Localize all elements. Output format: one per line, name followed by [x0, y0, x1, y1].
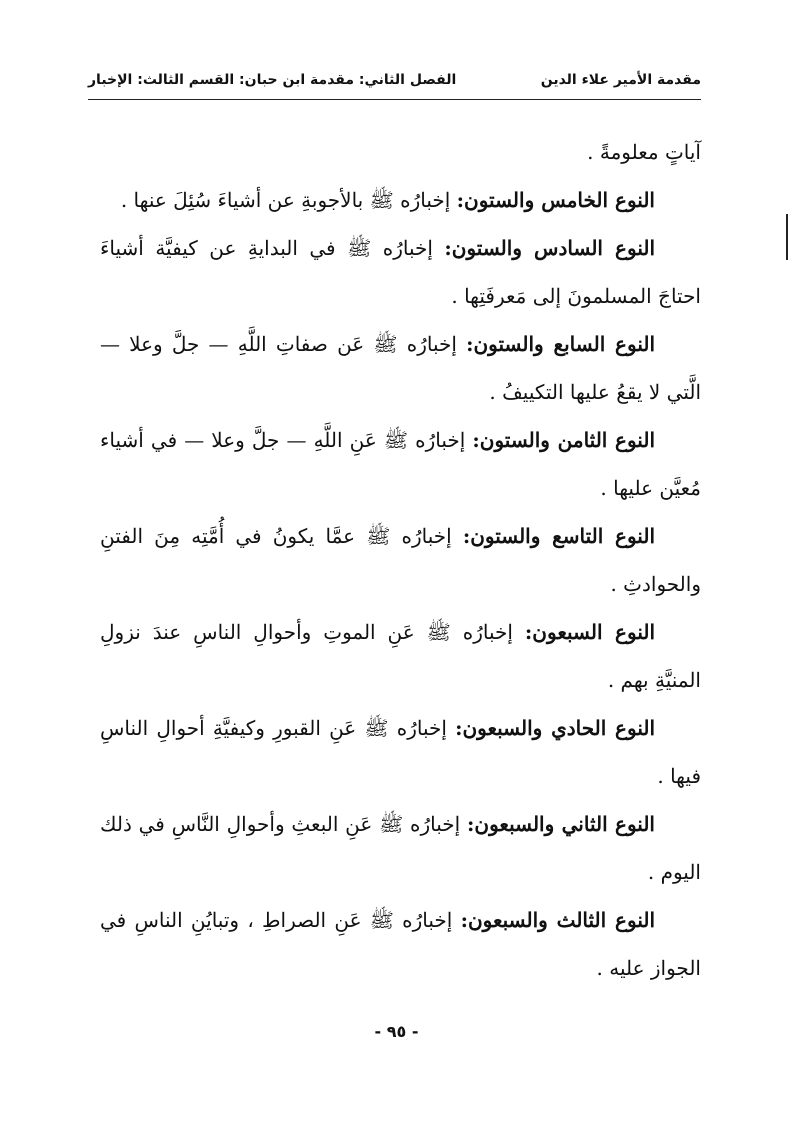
paragraph-label: النوع الثالث والسبعون:: [460, 908, 655, 932]
paragraph-text: إخبارُه ﷺ عمَّا يكونُ في أُمَّتِه مِنَ الفتنِ والحوادثِ .: [100, 524, 701, 596]
paragraph-type-66: [100, 224, 701, 320]
paragraph-text: إخبارُه ﷺ عَنِ اللَّهِ — جلَّ وعلا — في أشياء مُعيَّن عليها .: [100, 428, 701, 500]
paragraph-type-71: [100, 704, 701, 800]
paragraph-type-65: [100, 176, 701, 224]
body-text: [100, 128, 701, 992]
paragraph-label: النوع الحادي والسبعون:: [455, 716, 656, 740]
paragraph-text: إخبارُه ﷺ عَنِ الصراطِ ، وتبايُنِ الناسِ في الجواز عليه .: [100, 908, 701, 980]
paragraph-label: النوع الخامس والستون:: [456, 188, 655, 212]
paragraph-type-70: [100, 608, 701, 704]
page-number: - ٩٥ -: [374, 1022, 419, 1041]
paragraph-type-68: [100, 416, 701, 512]
paragraph-type-67: [100, 320, 701, 416]
running-header: [88, 62, 701, 96]
margin-line-mark: [786, 214, 788, 260]
paragraph-continuation: [100, 128, 701, 176]
paragraph-label: النوع السابع والستون:: [466, 332, 655, 356]
paragraph-label: النوع التاسع والستون:: [462, 524, 655, 548]
header-book-title: مقدمة الأمير علاء الدين: [540, 72, 701, 88]
paragraph-type-69: [100, 512, 701, 608]
paragraph-type-73: [100, 896, 701, 992]
paragraph-text: إخبارُه ﷺ في البدايةِ عن كيفيَّة أشياءَ احتاجَ المسلمونَ إلى مَعرفَتِها .: [100, 236, 701, 308]
paragraph-text: آياتٍ معلومةً .: [587, 140, 701, 164]
paragraph-text: إخبارُه ﷺ عَن صفاتِ اللَّهِ — جلَّ وعلا — الَّتي لا يقعُ عليها التكييفُ .: [100, 332, 701, 404]
paragraph-text: إخبارُه ﷺ بالأجوبةِ عن أشياءَ سُئِلَ عنها .: [120, 188, 457, 212]
paragraph-type-72: [100, 800, 701, 896]
paragraph-label: النوع السبعون:: [524, 620, 656, 644]
paragraph-text: إخبارُه ﷺ عَنِ البعثِ وأحوالِ النَّاسِ في ذلك اليوم .: [100, 812, 701, 884]
paragraph-label: النوع السادس والستون:: [444, 236, 656, 260]
header-chapter-title: الفصل الثاني: مقدمة ابن حبان: القسم الثالث: الإخبار: [88, 72, 457, 88]
paragraph-label: النوع الثاني والسبعون:: [467, 812, 655, 836]
header-divider: [88, 99, 701, 100]
paragraph-text: إخبارُه ﷺ عَنِ القبورِ وكيفيَّةِ أحوالِ الناسِ فيها .: [100, 716, 701, 788]
paragraph-text: إخبارُه ﷺ عَنِ الموتِ وأحوالِ الناسِ عندَ نزولِ المنيَّةِ بهم .: [100, 620, 701, 692]
paragraph-label: النوع الثامن والستون:: [472, 428, 655, 452]
